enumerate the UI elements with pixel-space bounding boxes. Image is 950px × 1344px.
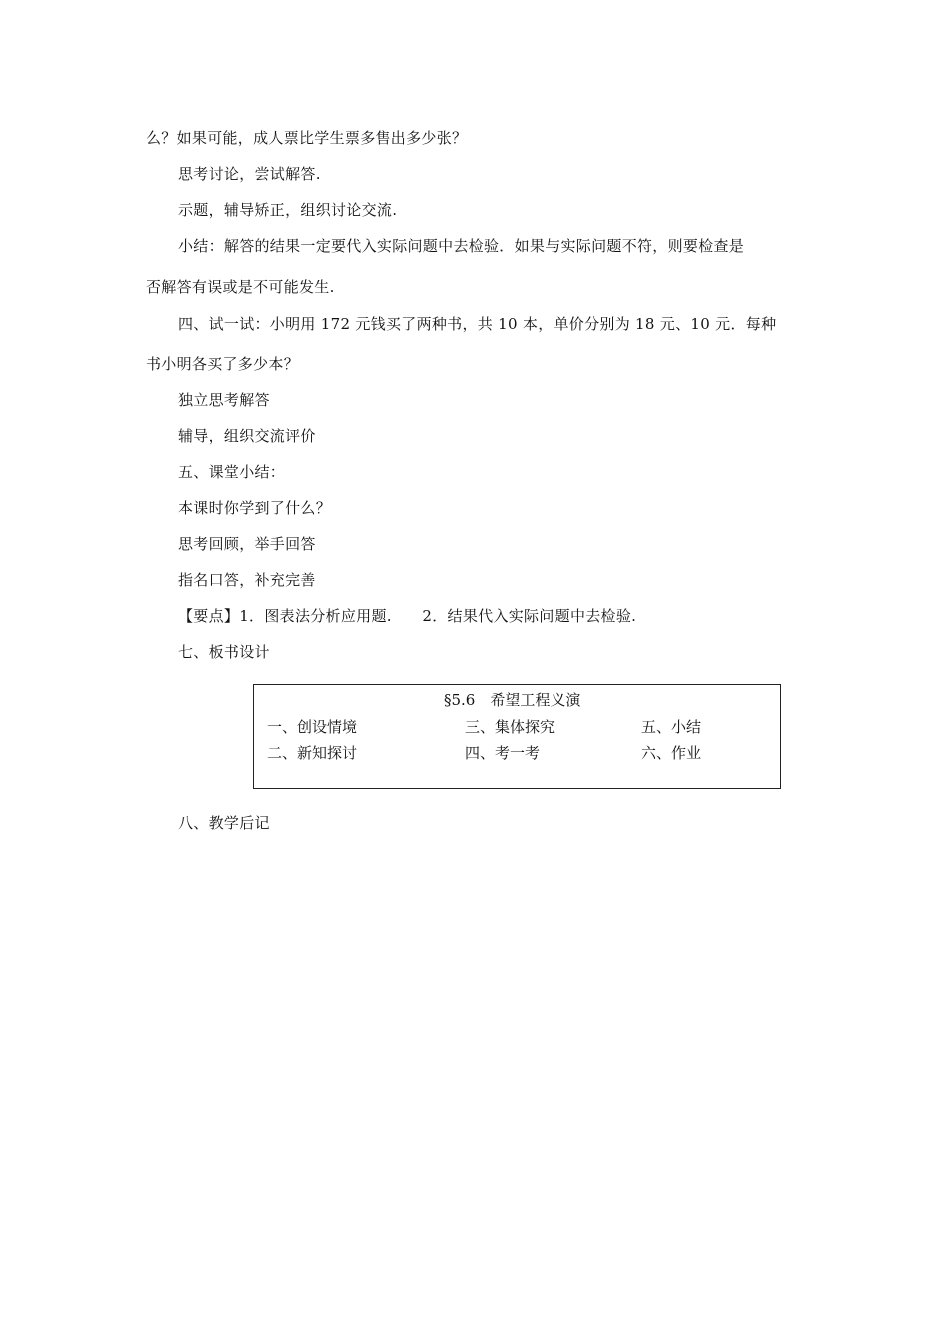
blackboard-design-box (253, 684, 781, 789)
paragraph: 指名口答，补充完善 (178, 571, 316, 589)
paragraph: 思考讨论，尝试解答. (178, 165, 321, 183)
board-item: 四、考一考 (465, 744, 541, 762)
board-item: 五、小结 (641, 718, 702, 736)
board-item: 二、新知探讨 (267, 744, 358, 762)
section-heading: 七、板书设计 (178, 643, 270, 661)
paragraph: 独立思考解答 (178, 391, 270, 409)
paragraph: 辅导，组织交流评价 (178, 427, 316, 445)
section-heading: 八、教学后记 (178, 814, 270, 832)
paragraph-continuation: 否解答有误或是不可能发生. (146, 278, 335, 296)
paragraph: 本课时你学到了什么？ (178, 499, 332, 517)
paragraph-summary: 小结：解答的结果一定要代入实际问题中去检验．如果与实际问题不符，则要检查是 (178, 237, 745, 255)
board-item: 一、创设情境 (267, 718, 358, 736)
paragraph-continuation: 书小明各买了多少本？ (146, 355, 300, 373)
paragraph: 示题，辅导矫正，组织讨论交流. (178, 201, 398, 219)
paragraph-exercise: 四、试一试：小明用 172 元钱买了两种书，共 10 本，单价分别为 18 元、10 元．每种 (178, 315, 777, 333)
board-title: §5.6 希望工程义演 (444, 691, 581, 709)
board-item: 六、作业 (641, 744, 702, 762)
section-heading: 五、课堂小结： (178, 463, 286, 481)
key-points: 【要点】1．图表法分析应用题. 2．结果代入实际问题中去检验. (178, 607, 637, 625)
paragraph: 思考回顾，举手回答 (178, 535, 316, 553)
board-item: 三、集体探究 (465, 718, 556, 736)
paragraph-continuation: 么？如果可能，成人票比学生票多售出多少张？ (146, 129, 468, 147)
